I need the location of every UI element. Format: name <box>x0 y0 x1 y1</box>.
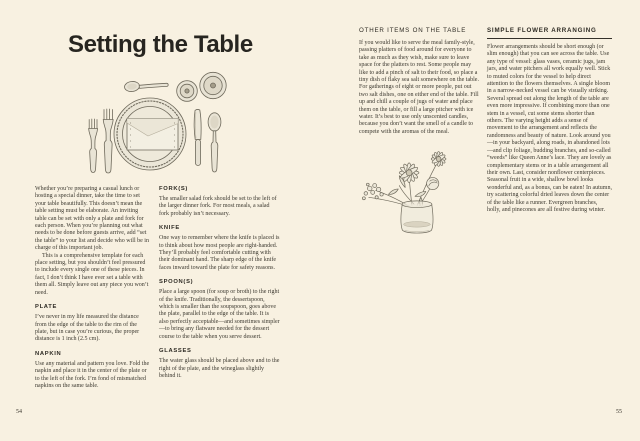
right-column-2 <box>487 27 612 214</box>
section-body-glasses: The water glass should be placed above and to the right of the plate, and the wineglass slightly behind it. <box>159 358 280 379</box>
intro-paragraph-1: Whether you’re preparing a casual lunch or hosting a special dinner, take the time to set your table beautifully. This doesn’t mean the table setting must be elaborate. An inviting table can be set with only a plate and fork for each person. When you’re planning out what needs to be done before guests arrive, add “set the table” to your list and decide who will be in charge of this important job. <box>35 186 149 252</box>
section-body-plate: I’ve never in my life measured the distance from the edge of the table to the rim of the plate, but in case you’re curious, the proper distance is 1 inch (2.5 cm). <box>35 314 140 343</box>
intro-paragraph-2: This is a comprehensive template for each place setting, but you shouldn’t feel pressured to include every single one of these pieces. In fact, I don’t think I have ever set a table with them all. Simply leave out any piece you won’t need. <box>35 252 149 296</box>
page-number-left: 54 <box>16 409 22 415</box>
left-column-2 <box>159 186 280 380</box>
section-heading-other-items: OTHER ITEMS ON THE TABLE <box>359 27 467 34</box>
section-body-knife: One way to remember where the knife is placed is to think about how most people are right-handed. They’ll probably feel comfortable cutting with their dominant hand. The sharp edge of the knife faces inward toward the plate for safety reasons. <box>159 235 280 271</box>
left-column-1 <box>35 186 150 390</box>
section-body-flower-arranging: Flower arrangements should be short enough (or slim enough) that you can see across the table. Use any type of vessel: glass vases, ceramic jugs, jam jars, and water pitchers all work equally well. Stick to muted colors for the vessel to help direct attention to the flowers themselves. A single bloom in a narrow-necked vessel can be visually striking. Several spread out along the length of the table are even more impressive. If combining more than one stem in a vessel, cut some stems shorter than others. The varying height adds a sense of movement to the arrangement and reflects the randomness and beauty of nature. Look around you—in your backyard, along roads, in abandoned lots—and clip foliage, budding branches, and so-called “weeds” like Queen Anne’s lace. They are lovely as complementary stems or in a table arrangement all their own. Last, consider nonflower centerpieces. Seasonal fruit in a wide, shallow bowl looks wonderful and, as a bonus, can be eaten! In autumn, try scattering colorful dried leaves down the center of the table like a runner. Evergreen branches, holly, and pinecones are all festive during winter. <box>487 44 612 213</box>
blossom-spray <box>362 183 383 200</box>
dessert-spoon-icon <box>124 81 168 93</box>
flower-vase-illustration <box>356 140 474 292</box>
section-body-spoons: Place a large spoon (for soup or broth) to the right of the knife. Traditionally, the dessertspoon, which is smaller than the soupspoon, goes above the plate, parallel to the edge of the table. It is also perfectly acceptable—and sometimes simpler—to bring any flatware needed for the dessert course to the table when you serve dessert. <box>159 289 280 340</box>
knife-icon <box>194 109 201 165</box>
glass-jar <box>401 201 433 233</box>
napkin-icon <box>127 119 178 151</box>
rosebud-flower <box>427 177 439 189</box>
section-heading-flower-arranging: SIMPLE FLOWER ARRANGING <box>487 27 612 39</box>
page-title: Setting the Table <box>68 31 253 58</box>
right-column-1 <box>359 27 481 136</box>
section-body-napkin: Use any material and pattern you love. Fold the napkin and place it in the center of the plate or to the left of the fork. I’m fond of mismatched napkins on the same table. <box>35 360 150 389</box>
section-heading-spoons: SPOON(S) <box>159 279 194 286</box>
section-body-forks: The smaller salad fork should be set to the left of the larger dinner fork. For most meals, a salad fork probably isn’t necessary. <box>159 196 277 217</box>
section-body-other-items: If you would like to serve the meal family-style, passing platters of food around for everyone to take as much as they wish, make sure to leave space for the platters to rest. Some people may like to add a pinch of salt to their food, so place a tiny dish of flaky sea salt somewhere on the table. For gatherings of eight or more people, put out two salt dishes, one on either end of the table. Fill up and chill a couple of jugs of water and place them on the table, or fill a large pitcher with ice water. It’s best to use only unscented candles, because you don’t want the smell of a candle to compete with the aromas of the meal. <box>359 40 479 135</box>
salad-fork-icon <box>89 119 98 173</box>
section-heading-forks: FORK(S) <box>159 186 189 192</box>
water-glass-icon <box>200 72 226 98</box>
section-heading-napkin: NAPKIN <box>35 350 62 357</box>
section-heading-plate: PLATE <box>35 304 58 311</box>
small-daisy-flower <box>431 152 446 167</box>
dinner-fork-icon <box>103 109 113 173</box>
soup-spoon-icon <box>208 113 221 172</box>
section-heading-knife: KNIFE <box>159 225 180 232</box>
page-number-right: 55 <box>616 409 622 415</box>
place-setting-illustration <box>45 62 295 180</box>
section-heading-glasses: GLASSES <box>159 348 192 355</box>
wine-glass-icon <box>177 81 198 102</box>
